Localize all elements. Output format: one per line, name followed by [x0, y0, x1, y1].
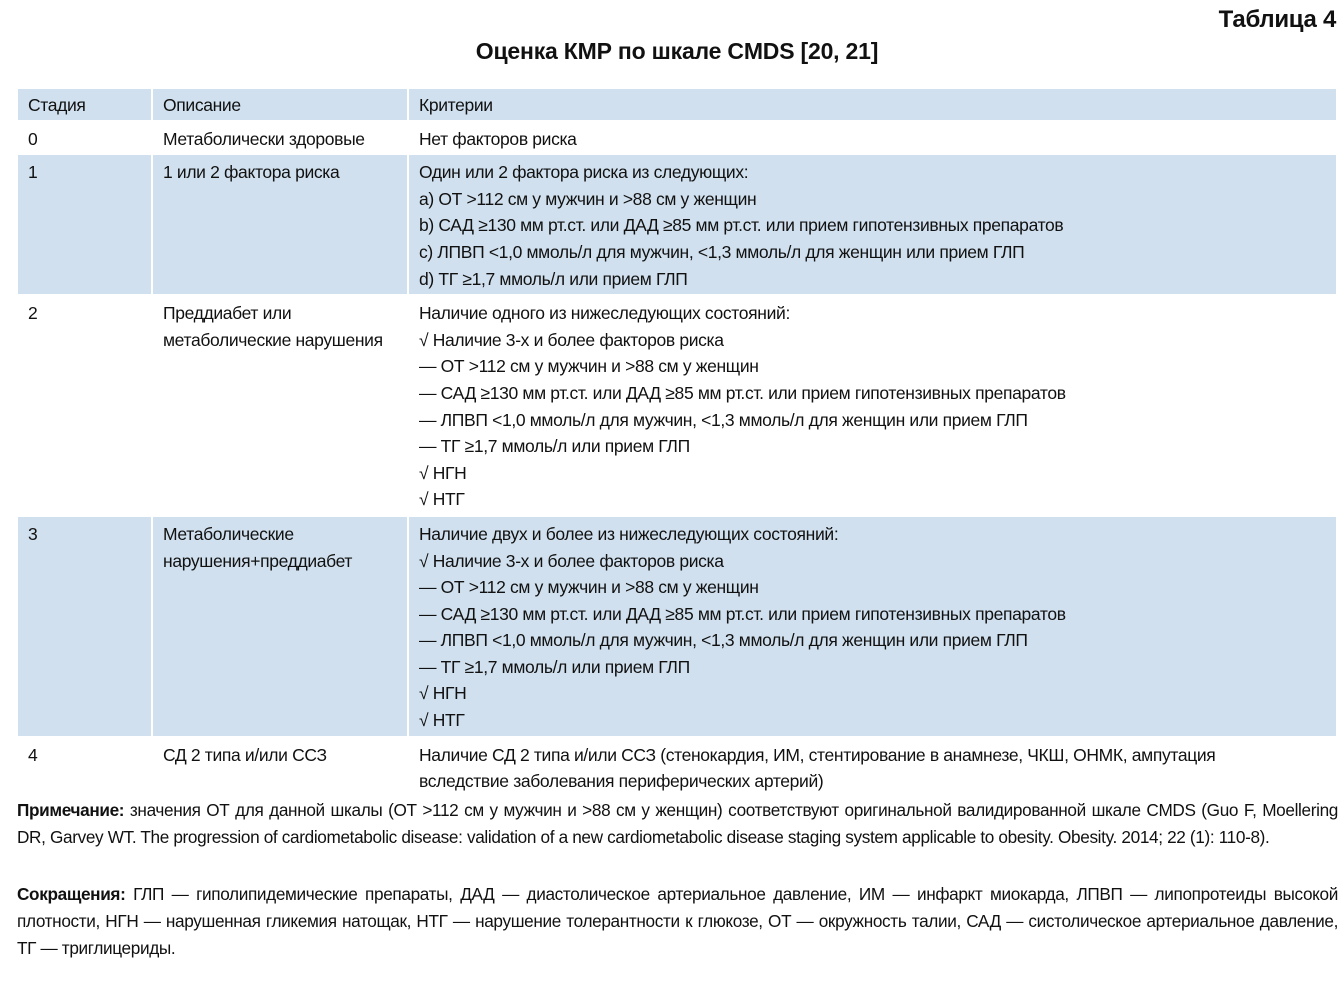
abbreviations: [17, 881, 1338, 961]
description-line: Метаболические: [163, 523, 294, 544]
criteria-cell: [408, 737, 1336, 796]
description-line: СД 2 типа и/или ССЗ: [163, 744, 327, 765]
header-description: Описание: [152, 89, 408, 121]
table-row: [18, 295, 1336, 516]
stage-cell: 3: [18, 516, 152, 737]
criteria-line: — ОТ >112 см у мужчин и >88 см у женщин: [419, 577, 759, 598]
note-label: Примечание:: [17, 800, 125, 820]
criteria-line: вследствие заболевания периферических артерий): [419, 771, 824, 792]
criteria-line: а) ОТ >112 см у мужчин и >88 см у женщин: [419, 188, 757, 209]
criteria-cell: [408, 154, 1336, 295]
criteria-line: — ТГ ≥1,7 ммоль/л или прием ГЛП: [419, 436, 690, 457]
table-row: [18, 516, 1336, 737]
criteria-line: — САД ≥130 мм рт.ст. или ДАД ≥85 мм рт.ст. или прием гипотензивных препаратов: [419, 382, 1066, 403]
description-line: Метаболически здоровые: [163, 128, 365, 149]
table-title: Оценка КМР по шкале CMDS [20, 21]: [475, 38, 879, 64]
header-stage: Стадия: [18, 89, 152, 121]
abbreviations-label: Сокращения:: [17, 884, 126, 904]
description-cell: [152, 516, 408, 737]
criteria-line: √ НГН: [419, 683, 467, 704]
stage-cell: 0: [18, 121, 152, 155]
criteria-line: Наличие СД 2 типа и/или ССЗ (стенокардия, ИМ, стентирование в анамнезе, ЧКШ, ОНМК, ампутация: [419, 744, 1216, 765]
criteria-line: — ОТ >112 см у мужчин и >88 см у женщин: [419, 356, 759, 377]
criteria-line: Нет факторов риска: [419, 128, 577, 149]
criteria-cell: [408, 295, 1336, 516]
criteria-line: b) САД ≥130 мм рт.ст. или ДАД ≥85 мм рт.ст. или прием гипотензивных препаратов: [419, 215, 1064, 236]
criteria-line: c) ЛПВП <1,0 ммоль/л для мужчин, <1,3 ммоль/л для женщин или прием ГЛП: [419, 241, 1025, 262]
header-criteria: Критерии: [408, 89, 1336, 121]
abbreviations-text: ГЛП — гиполипидемические препараты, ДАД — диастолическое артериальное давление, ИМ — инфаркт миокарда, ЛПВП — липопротеиды высокой плотности, НГН — нарушенная гликемия натощак, НТГ — нарушение толерантности к глюкозе, ОТ — окружность талии, САД — систолическое артериальное давление, ТГ — триглицериды.: [17, 884, 1338, 958]
criteria-cell: [408, 121, 1336, 155]
criteria-line: Наличие одного из нижеследующих состояний:: [419, 303, 790, 324]
description-cell: [152, 737, 408, 796]
header-row: [18, 89, 1336, 121]
table-row: [18, 121, 1336, 155]
criteria-line: — ЛПВП <1,0 ммоль/л для мужчин, <1,3 ммоль/л для женщин или прием ГЛП: [419, 409, 1028, 430]
description-line: 1 или 2 фактора риска: [163, 162, 340, 183]
criteria-line: — САД ≥130 мм рт.ст. или ДАД ≥85 мм рт.ст. или прием гипотензивных препаратов: [419, 603, 1066, 624]
note-text: значения ОТ для данной шкалы (ОТ >112 см у мужчин и >88 см у женщин) соответствуют оригинальной валидированной шкале CMDS (Guo F, Moellering DR, Garvey WT. The progression of cardiometabolic disease: validation of a new cardiometabolic disease staging system applicable to obesity. Obesity. 2014; 22 (1): 110-8).: [17, 800, 1338, 847]
stage-cell: 1: [18, 154, 152, 295]
criteria-cell: [408, 516, 1336, 737]
criteria-line: d) ТГ ≥1,7 ммоль/л или прием ГЛП: [419, 268, 688, 289]
criteria-line: √ НТГ: [419, 710, 465, 731]
criteria-line: — ТГ ≥1,7 ммоль/л или прием ГЛП: [419, 656, 690, 677]
criteria-line: √ Наличие 3-х и более факторов риска: [419, 329, 724, 350]
description-line: нарушения+преддиабет: [163, 550, 353, 571]
table-row: [18, 154, 1336, 295]
description-line: метаболические нарушения: [163, 329, 383, 350]
description-cell: [152, 154, 408, 295]
criteria-line: √ Наличие 3-х и более факторов риска: [419, 550, 724, 571]
table-note: [17, 797, 1338, 851]
criteria-line: √ НТГ: [419, 489, 465, 510]
description-line: Преддиабет или: [163, 303, 292, 324]
table-row: [18, 737, 1336, 796]
criteria-line: √ НГН: [419, 462, 467, 483]
stage-cell: 4: [18, 737, 152, 796]
criteria-line: Наличие двух и более из нижеследующих состояний:: [419, 523, 839, 544]
description-cell: [152, 121, 408, 155]
cmds-table: [18, 89, 1336, 797]
table-label: Таблица 4: [1218, 6, 1336, 33]
description-cell: [152, 295, 408, 516]
criteria-line: — ЛПВП <1,0 ммоль/л для мужчин, <1,3 ммоль/л для женщин или прием ГЛП: [419, 630, 1028, 651]
criteria-line: Один или 2 фактора риска из следующих:: [419, 162, 749, 183]
stage-cell: 2: [18, 295, 152, 516]
